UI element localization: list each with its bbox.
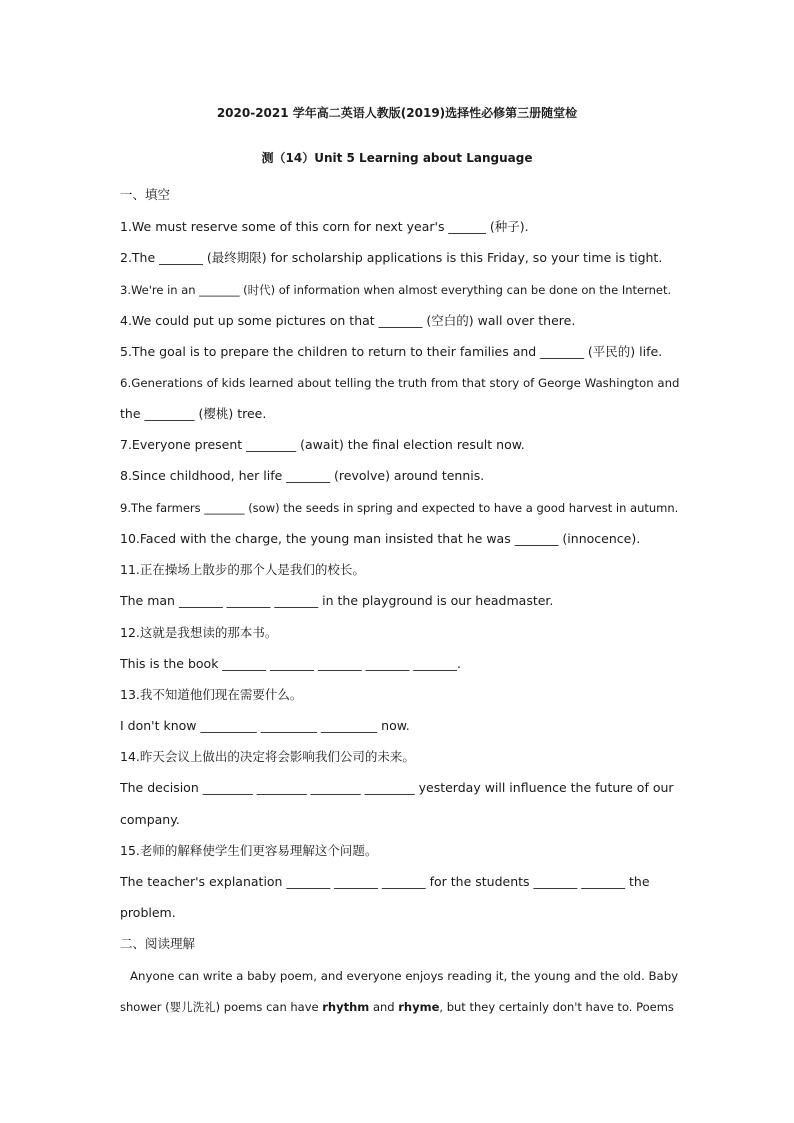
reading-paragraph-line-2 xyxy=(120,999,676,1015)
reading-paragraph-line-1: Anyone can write a baby poem, and everyone enjoys reading it, the young and the old. Baby xyxy=(130,969,679,983)
keyword-rhythm: rhythm xyxy=(322,1000,370,1014)
question-6-line-1: 6.Generations of kids learned about telling the truth from that story of George Washington and xyxy=(120,376,680,390)
question-7: 7.Everyone present ________ (await) the final election result now. xyxy=(120,437,525,452)
section-heading-reading: 二、阅读理解 xyxy=(120,936,196,951)
question-14-english-line-1: The decision ________ ________ ________ ________ yesterday will influence the future of our xyxy=(120,780,674,795)
reading-text-segment: and xyxy=(369,1000,399,1014)
document-title-line-2: 测（14）Unit 5 Learning about Language xyxy=(261,151,533,165)
question-12-english: This is the book _______ _______ _______ _______ _______. xyxy=(120,656,462,671)
question-13-english: I don't know _________ _________ _________ now. xyxy=(120,718,410,733)
question-11-chinese: 11.正在操场上散步的那个人是我们的校长。 xyxy=(120,562,365,577)
question-9: 9.The farmers _______ (sow) the seeds in spring and expected to have a good harvest in autumn. xyxy=(120,501,679,515)
question-6-line-2: the ________ (樱桃) tree. xyxy=(120,406,267,421)
section-heading-fill-in: 一、填空 xyxy=(120,187,171,202)
question-14-english-line-2: company. xyxy=(120,812,180,827)
question-1: 1.We must reserve some of this corn for next year's ______ (种子). xyxy=(120,219,529,234)
question-8: 8.Since childhood, her life _______ (revolve) around tennis. xyxy=(120,468,485,483)
question-10: 10.Faced with the charge, the young man insisted that he was _______ (innocence). xyxy=(120,531,641,546)
keyword-rhyme: rhyme xyxy=(398,1000,440,1014)
question-12-chinese: 12.这就是我想读的那本书。 xyxy=(120,625,278,640)
question-14-chinese: 14.昨天会议上做出的决定将会影响我们公司的未来。 xyxy=(120,749,415,764)
question-3: 3.We're in an _______ (时代) of information when almost everything can be done on the Internet. xyxy=(120,283,672,297)
reading-text-segment: , but they certainly don't have to. Poems xyxy=(439,1000,674,1014)
question-2: 2.The _______ (最终期限) for scholarship applications is this Friday, so your time is tight. xyxy=(120,250,663,265)
question-4: 4.We could put up some pictures on that _______ (空白的) wall over there. xyxy=(120,313,576,328)
reading-text-segment: shower (婴儿洗礼) poems can have xyxy=(120,1000,323,1014)
document-title-line-1: 2020-2021 学年高二英语人教版(2019)选择性必修第三册随堂检 xyxy=(216,106,578,120)
question-15-english-line-2: problem. xyxy=(120,905,176,920)
question-15-english-line-1: The teacher's explanation _______ _______ _______ for the students _______ _______ the xyxy=(120,874,650,889)
question-13-chinese: 13.我不知道他们现在需要什么。 xyxy=(120,687,303,702)
question-5: 5.The goal is to prepare the children to return to their families and _______ (平民的) life. xyxy=(120,344,663,359)
question-11-english: The man _______ _______ _______ in the playground is our headmaster. xyxy=(120,593,554,608)
question-15-chinese: 15.老师的解释使学生们更容易理解这个问题。 xyxy=(120,843,378,858)
